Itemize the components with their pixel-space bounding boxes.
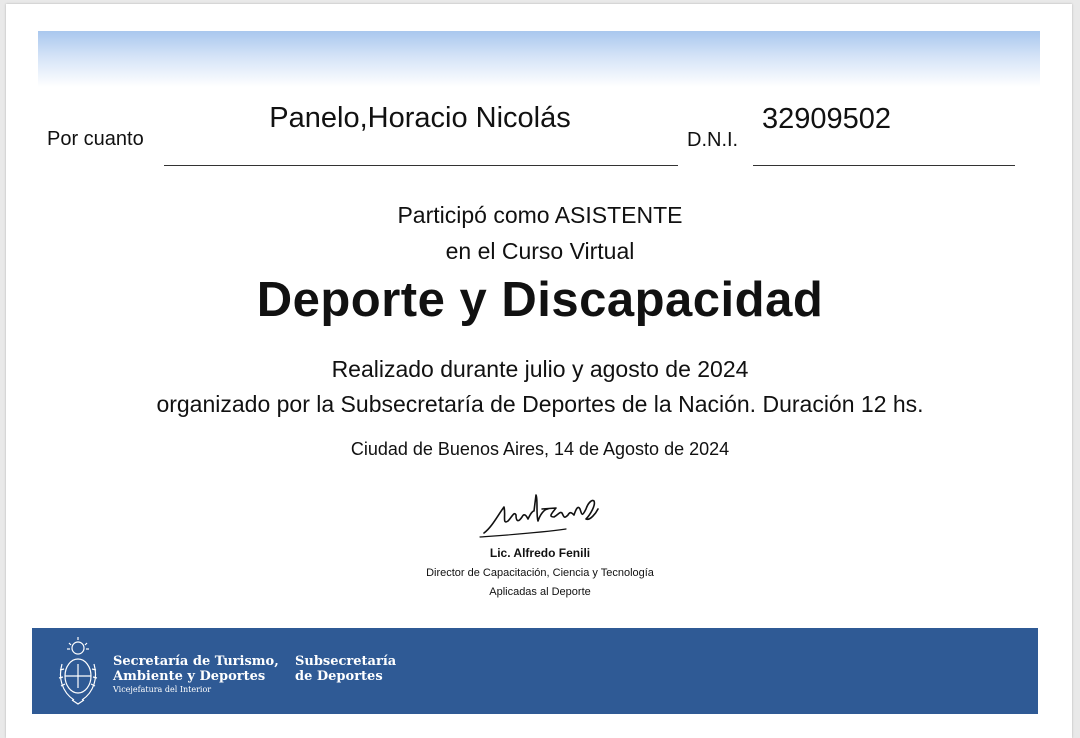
recipient-name: Panelo,Horacio Nicolás — [269, 102, 571, 134]
course-title: Deporte y Discapacidad — [256, 273, 824, 327]
course-period: Realizado durante julio y agosto de 2024 — [331, 356, 749, 382]
participation-role: Participó como ASISTENTE — [397, 202, 683, 228]
subsecretaria-line2: de Deportes — [295, 669, 383, 684]
place-date: Ciudad de Buenos Aires, 14 de Agosto de 2024 — [350, 439, 730, 459]
vicejefatura-label: Vicejefatura del Interior — [113, 685, 212, 694]
secretaria-line2: Ambiente y Deportes — [113, 669, 266, 684]
signature-image — [478, 485, 604, 541]
subsecretaria-line1: Subsecretaría — [295, 654, 397, 669]
course-type: en el Curso Virtual — [445, 238, 635, 264]
national-coat-of-arms-icon — [56, 634, 100, 708]
course-organizer: organizado por la Subsecretaría de Deportes de la Nación. Duración 12 hs. — [156, 391, 924, 417]
subsecretaria-name — [295, 654, 396, 684]
dni-underline — [753, 165, 1015, 166]
signatory-role-line1: Director de Capacitación, Ciencia y Tecnología — [426, 567, 654, 579]
header-gradient-band — [38, 31, 1040, 87]
dni-label: D.N.I. — [687, 129, 739, 151]
signatory-name: Lic. Alfredo Fenili — [489, 546, 591, 560]
footer-bar — [32, 628, 1038, 714]
signatory-role-line2: Aplicadas al Deporte — [489, 586, 591, 598]
secretaria-line1: Secretaría de Turismo, — [113, 654, 279, 669]
dni-value: 32909502 — [762, 103, 892, 135]
name-underline — [164, 165, 678, 166]
secretaria-name — [113, 654, 279, 684]
por-cuanto-label: Por cuanto — [47, 128, 144, 150]
